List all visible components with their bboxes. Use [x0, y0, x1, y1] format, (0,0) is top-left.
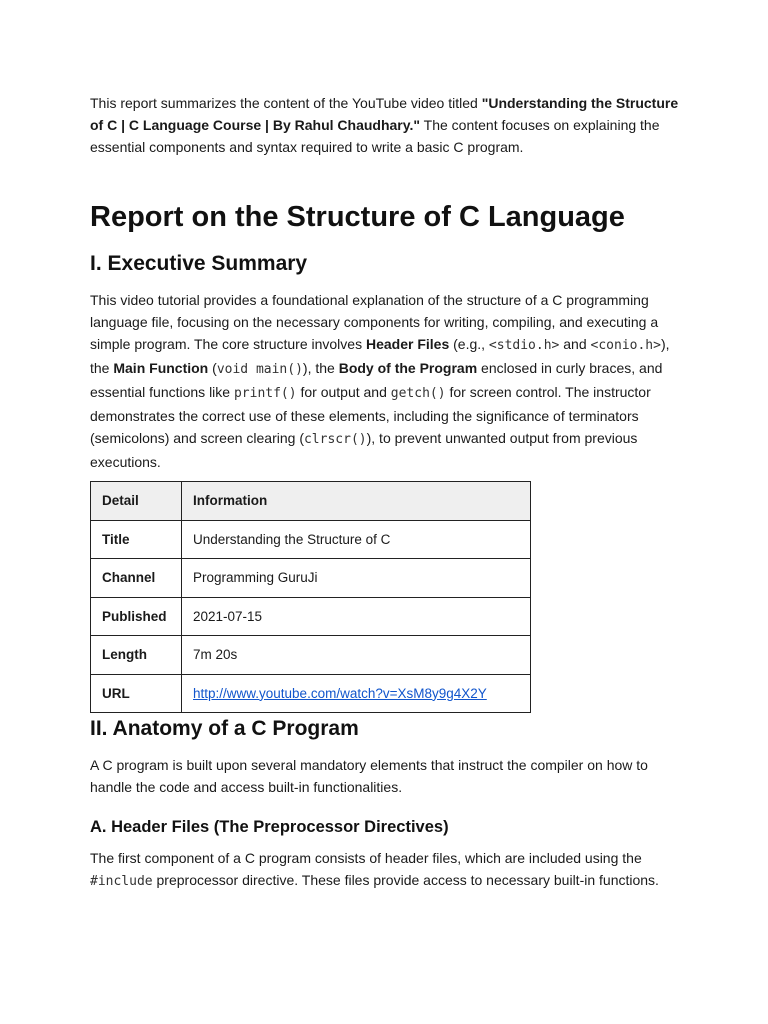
row-value-published: 2021-07-15: [182, 597, 531, 636]
term-main-function: Main Function: [113, 360, 209, 376]
header-files-paragraph: [90, 847, 680, 893]
summary-text: for screen control. The instructor demonstrates the correct use of these elements, including the significance of terminators (semicolons) and screen clearing (: [90, 384, 651, 446]
summary-text: ), to prevent unwanted output from previous executions.: [90, 430, 638, 470]
row-key-published: Published: [91, 597, 182, 636]
section-heading-executive-summary: I. Executive Summary: [90, 252, 308, 275]
subsection-heading-header-files: A. Header Files (The Preprocessor Directives): [90, 818, 449, 836]
code-getch: getch(): [390, 386, 446, 401]
table-row: [91, 597, 531, 636]
table-row: [91, 520, 531, 559]
code-clrscr: clrscr(): [303, 432, 367, 447]
video-title-bold: "Understanding the Structure of C | C Language Course | By Rahul Chaudhary.": [90, 95, 679, 133]
row-key-title: Title: [91, 520, 182, 559]
code-void-main: void main(): [216, 362, 303, 377]
summary-text: for output and: [296, 384, 391, 400]
term-body-of-program: Body of the Program: [338, 360, 478, 376]
table-row: [91, 559, 531, 598]
video-url-link[interactable]: http://www.youtube.com/watch?v=XsM8y9g4X2Y: [193, 685, 487, 701]
section-heading-anatomy: II. Anatomy of a C Program: [90, 717, 359, 740]
row-key-url: URL: [91, 674, 182, 713]
row-key-channel: Channel: [91, 559, 182, 598]
row-key-length: Length: [91, 636, 182, 675]
term-header-files: Header Files: [365, 336, 450, 352]
intro-text-end: The content focuses on explaining the essential components and syntax required to write a basic C program.: [90, 117, 660, 155]
header-files-text-end: preprocessor directive. These files provide access to necessary built-in functions.: [152, 872, 659, 888]
row-value-title: Understanding the Structure of C: [182, 520, 531, 559]
table-row: [91, 674, 531, 713]
intro-text: This report summarizes the content of the YouTube video titled: [90, 95, 482, 111]
code-stdio: <stdio.h>: [488, 338, 560, 353]
code-conio: <conio.h>: [590, 338, 661, 353]
executive-summary-paragraph: [90, 289, 686, 473]
row-value-channel: Programming GuruJi: [182, 559, 531, 598]
header-files-text: The first component of a C program consists of header files, which are included using the: [90, 850, 642, 866]
table-row: [91, 636, 531, 675]
summary-text: enclosed in curly braces, and essential functions like: [90, 360, 663, 400]
table-header-detail: Detail: [91, 482, 182, 521]
anatomy-paragraph: A C program is built upon several mandatory elements that instruct the compiler on how to handle the code and access built-in functionalities.: [90, 757, 648, 795]
intro-paragraph: [90, 92, 680, 158]
summary-text: This video tutorial provides a foundational explanation of the structure of a C programming language file, focusing on the necessary components for writing, compiling, and executing a simple program. The core structure involves: [90, 292, 659, 352]
table-header-information: Information: [182, 482, 531, 521]
row-value-length: 7m 20s: [182, 636, 531, 675]
summary-text: ), the: [90, 336, 670, 376]
row-value-url: [182, 674, 531, 713]
code-printf: printf(): [233, 386, 297, 401]
document-title: Report on the Structure of C Language: [90, 201, 625, 233]
video-details-table: [90, 481, 531, 713]
summary-text: (e.g.,: [449, 336, 489, 352]
summary-text: ), the: [302, 360, 339, 376]
summary-text: and: [559, 336, 591, 352]
summary-text: (: [208, 360, 217, 376]
code-include: #include: [90, 874, 153, 889]
table-header-row: [91, 482, 531, 521]
